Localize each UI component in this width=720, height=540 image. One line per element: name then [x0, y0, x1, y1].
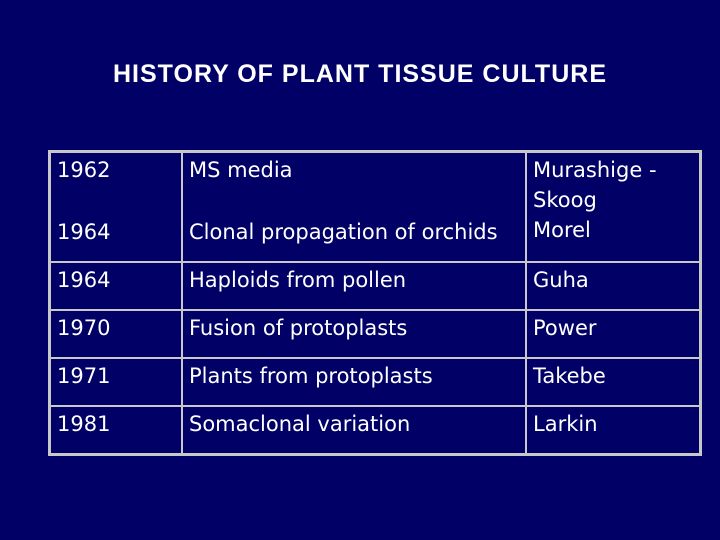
year-cell: 1962	[50, 152, 183, 216]
event-cell: Haploids from pollen	[182, 262, 526, 310]
year-cell: 1964	[50, 215, 183, 262]
event-cell: Clonal propagation of orchids	[182, 215, 526, 262]
history-table	[48, 150, 702, 456]
year-cell: 1970	[50, 310, 183, 358]
event-cell: MS media	[182, 152, 526, 216]
scientist-cell: Takebe	[526, 358, 701, 406]
year-cell: 1971	[50, 358, 183, 406]
year-cell: 1964	[50, 262, 183, 310]
scientist-cell: Murashige - Skoog	[526, 152, 701, 216]
table-row	[50, 310, 701, 358]
table-row	[50, 215, 701, 262]
scientist-cell: Morel	[526, 215, 701, 262]
table-row	[50, 262, 701, 310]
scientist-cell: Power	[526, 310, 701, 358]
year-cell: 1981	[50, 406, 183, 455]
slide-title: HISTORY OF PLANT TISSUE CULTURE	[113, 60, 607, 88]
scientist-cell: Larkin	[526, 406, 701, 455]
table-row	[50, 406, 701, 455]
scientist-cell: Guha	[526, 262, 701, 310]
table-row	[50, 152, 701, 216]
event-cell: Somaclonal variation	[182, 406, 526, 455]
event-cell: Plants from protoplasts	[182, 358, 526, 406]
event-cell: Fusion of protoplasts	[182, 310, 526, 358]
table-row	[50, 358, 701, 406]
